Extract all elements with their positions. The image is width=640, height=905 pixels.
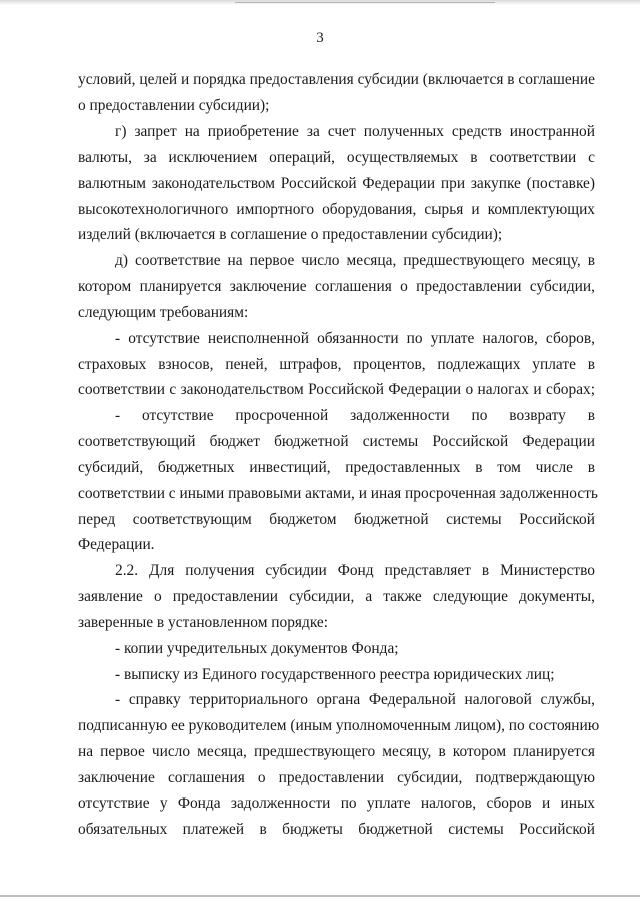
text-line: заключение соглашения о предоставлении субсидии, подтверждающую — [78, 769, 595, 786]
text-line: соответствии с иными правовыми актами, и иная просроченная задолженность — [78, 485, 598, 502]
text-line: страховых взносов, пеней, штрафов, процентов, подлежащих уплате в — [78, 356, 595, 373]
text-line: валюты, за исключением операций, осуществляемых в соответствии с — [78, 149, 595, 166]
text-line: - отсутствие просроченной задолженности по возврату в — [115, 407, 595, 424]
text-line: соответствующий бюджет бюджетной системы Российской Федерации — [78, 433, 595, 450]
text-line: субсидий, бюджетных инвестиций, предоставленных в том числе в — [78, 459, 595, 476]
scan-bottom-edge — [0, 895, 640, 897]
text-line: - копии учредительных документов Фонда; — [115, 640, 399, 657]
text-line: следующим требованиям: — [78, 304, 249, 321]
text-line: отсутствие у Фонда задолженности по уплате налогов, сборов и иных — [78, 795, 595, 812]
text-line: обязательных платежей в бюджеты бюджетной системы Российской — [78, 821, 595, 838]
page-number: 3 — [316, 30, 324, 46]
text-line: на первое число месяца, предшествующего месяцу, в котором планируется — [78, 743, 595, 760]
text-line: валютным законодательством Российской Федерации при закупке (поставке) — [78, 175, 595, 192]
text-line: - отсутствие неисполненной обязанности по уплате налогов, сборов, — [115, 330, 595, 347]
text-line: котором планируется заключение соглашения о предоставлении субсидии, — [78, 278, 595, 295]
text-line: г) запрет на приобретение за счет полученных средств иностранной — [115, 123, 595, 140]
text-line: перед соответствующим бюджетом бюджетной системы Российской — [78, 511, 595, 528]
text-line: о предоставлении субсидии); — [78, 97, 270, 114]
text-line: заявление о предоставлении субсидии, а также следующие документы, — [78, 588, 595, 605]
text-line: условий, целей и порядка предоставления субсидии (включается в соглашение — [78, 71, 595, 88]
text-line: д) соответствие на первое число месяца, предшествующего месяцу, в — [115, 252, 595, 269]
text-line: высокотехнологичного импортного оборудования, сырья и комплектующих — [78, 201, 595, 218]
text-line: - справку территориального органа Федеральной налоговой службы, — [115, 691, 595, 708]
text-line: Федерации. — [78, 536, 155, 553]
text-line: изделий (включается в соглашение о предоставлении субсидии); — [78, 226, 503, 243]
text-line: соответствии с законодательством Российской Федерации о налогах и сборах; — [78, 381, 595, 398]
text-line: - выписку из Единого государственного реестра юридических лиц; — [115, 666, 555, 683]
text-line: заверенные в установленном порядке: — [78, 614, 329, 631]
text-line: подписанную ее руководителем (иным уполномоченным лицом), по состоянию — [78, 717, 600, 734]
text-line: 2.2. Для получения субсидии Фонд представляет в Министерство — [115, 562, 595, 579]
scan-artifact-line — [235, 2, 495, 3]
